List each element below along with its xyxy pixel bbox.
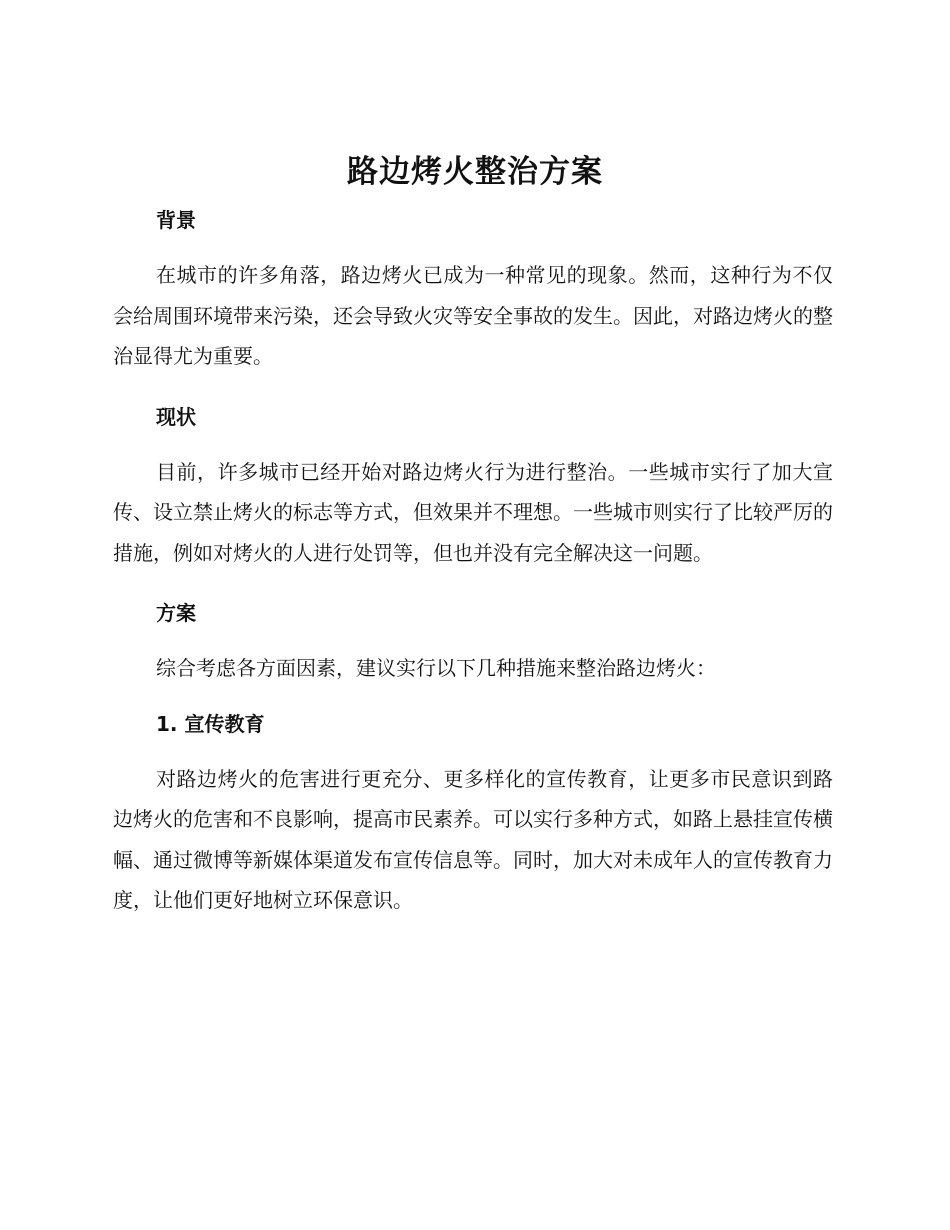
section-paragraph-status: 目前，许多城市已经开始对路边烤火行为进行整治。一些城市实行了加大宣传、设立禁止烤火的标志等方式，但效果并不理想。一些城市则实行了比较严厉的措施，例如对烤火的人进行处罚等，但也并没有完全解决这一问题。 [113, 459, 833, 565]
section-heading-publicity-education: 1. 宣传教育 [156, 711, 265, 736]
section-heading-plan: 方案 [156, 601, 196, 625]
document-body [113, 200, 833, 921]
section-paragraph-plan: 综合考虑各方面因素，建议实行以下几种措施来整治路边烤火： [156, 656, 716, 680]
section-heading-status: 现状 [156, 404, 196, 429]
section-status [113, 397, 833, 574]
section-heading-background: 背景 [156, 208, 196, 232]
section-plan [113, 593, 833, 689]
section-publicity-education [113, 704, 833, 921]
document-title: 路边烤火整治方案 [347, 154, 603, 190]
section-background [113, 200, 833, 377]
section-paragraph-background: 在城市的许多角落，路边烤火已成为一种常见的现象。然而，这种行为不仅会给周围环境带来污染，还会导致火灾等安全事故的发生。因此，对路边烤火的整治显得尤为重要。 [113, 263, 833, 368]
section-paragraph-publicity-education: 对路边烤火的危害进行更充分、更多样化的宣传教育，让更多市民意识到路边烤火的危害和不良影响，提高市民素养。可以实行多种方式，如路上悬挂宣传横幅、通过微博等新媒体渠道发布宣传信息等。同时，加大对未成年人的宣传教育力度，让他们更好地树立环保意识。 [113, 766, 833, 912]
